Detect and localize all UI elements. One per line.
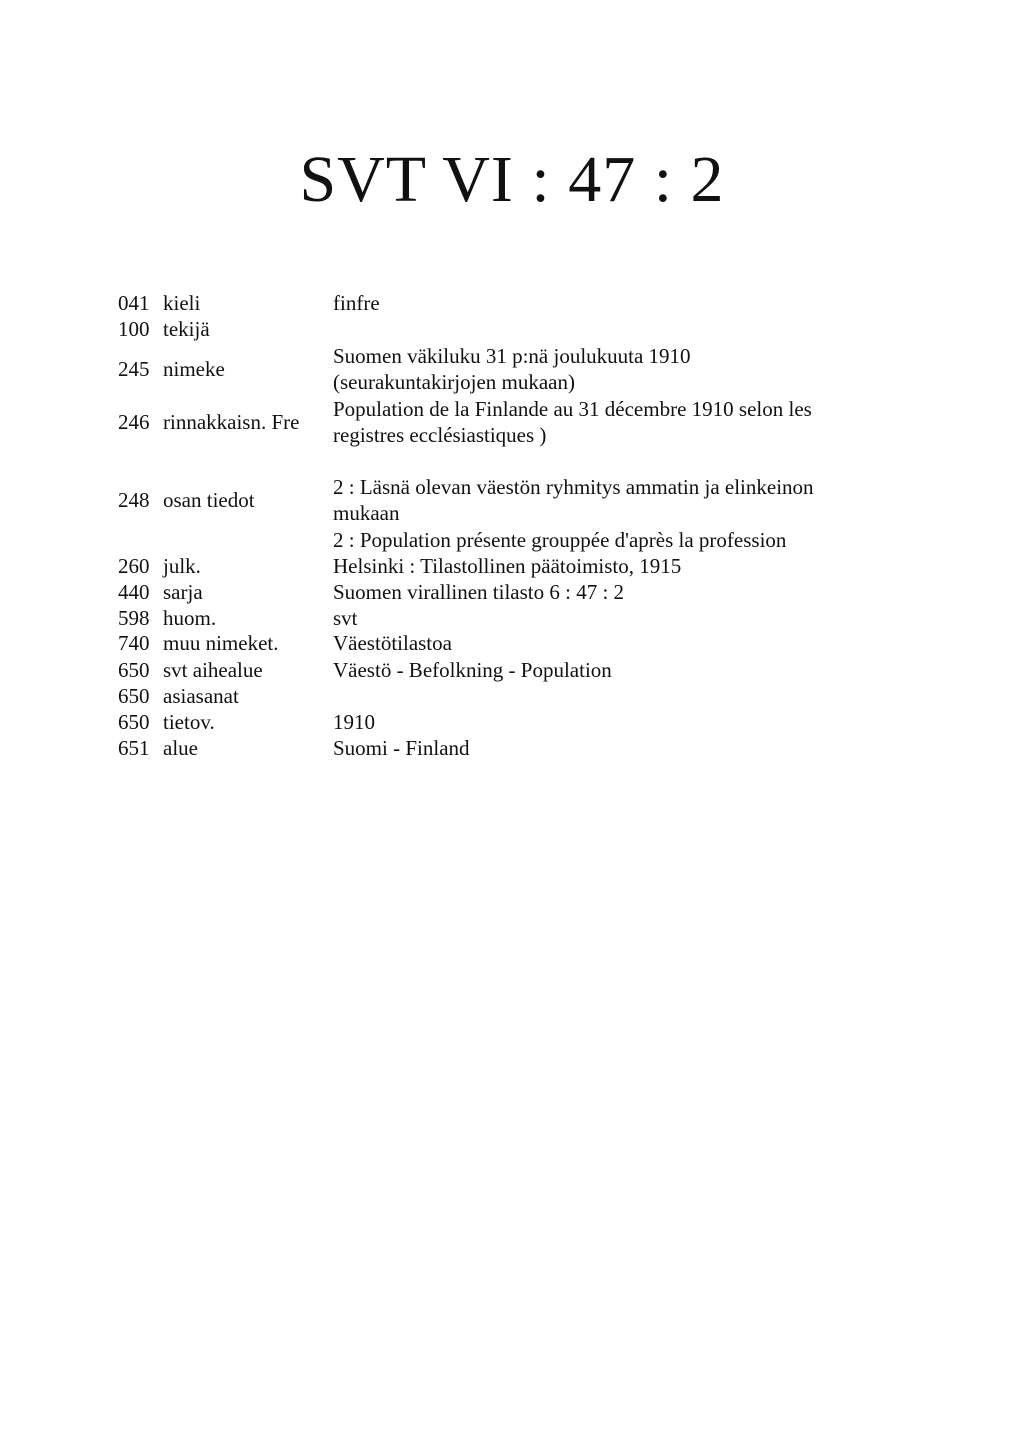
field-label: huom. bbox=[163, 606, 217, 630]
page-title: SVT VI : 47 : 2 bbox=[299, 143, 725, 216]
field-code: 246 bbox=[118, 410, 150, 434]
field-value bbox=[333, 474, 814, 526]
field-value bbox=[333, 605, 358, 631]
field-label: osan tiedot bbox=[163, 488, 255, 512]
field-value-line: registres ecclésiastiques ) bbox=[333, 423, 547, 447]
field-label: svt aihealue bbox=[163, 658, 263, 682]
field-value-line: Väestö - Befolkning - Population bbox=[333, 658, 612, 682]
field-code: 598 bbox=[118, 606, 150, 630]
field-value-line: (seurakuntakirjojen mukaan) bbox=[333, 370, 575, 394]
field-value bbox=[333, 630, 452, 656]
field-value bbox=[333, 735, 470, 761]
field-value-line: Population de la Finlande au 31 décembre 1910 selon les bbox=[333, 397, 812, 421]
field-label: rinnakkaisn. Fre bbox=[163, 410, 300, 434]
field-label: tietov. bbox=[163, 710, 215, 734]
field-value-line: 1910 bbox=[333, 710, 375, 734]
field-code: 650 bbox=[118, 684, 150, 708]
field-code: 260 bbox=[118, 554, 150, 578]
field-value bbox=[333, 527, 786, 553]
field-value-line: Suomen virallinen tilasto 6 : 47 : 2 bbox=[333, 580, 625, 604]
field-code: 740 bbox=[118, 631, 150, 655]
field-code: 248 bbox=[118, 488, 150, 512]
field-value-line: Suomen väkiluku 31 p:nä joulukuuta 1910 bbox=[333, 344, 691, 368]
field-label: nimeke bbox=[163, 357, 225, 381]
field-code: 650 bbox=[118, 658, 150, 682]
field-value-line: mukaan bbox=[333, 501, 400, 525]
field-code: 245 bbox=[118, 357, 150, 381]
field-label: alue bbox=[163, 736, 198, 760]
field-value bbox=[333, 290, 380, 316]
field-label: kieli bbox=[163, 291, 201, 315]
field-value bbox=[333, 579, 624, 605]
field-label: muu nimeket. bbox=[163, 631, 279, 655]
field-value bbox=[333, 709, 375, 735]
field-value-line: 2 : Population présente grouppée d'après la profession bbox=[333, 528, 787, 552]
field-value bbox=[333, 396, 812, 448]
field-value-line: finfre bbox=[333, 291, 380, 315]
field-code: 650 bbox=[118, 710, 150, 734]
field-code: 440 bbox=[118, 580, 150, 604]
field-value bbox=[333, 553, 681, 579]
field-value bbox=[333, 343, 691, 395]
field-value-line: Helsinki : Tilastollinen päätoimisto, 1915 bbox=[333, 554, 682, 578]
field-label: asiasanat bbox=[163, 684, 239, 708]
field-value-line: svt bbox=[333, 606, 358, 630]
field-value bbox=[333, 657, 612, 683]
field-label: tekijä bbox=[163, 317, 210, 341]
field-code: 041 bbox=[118, 291, 150, 315]
field-code: 651 bbox=[118, 736, 150, 760]
field-value-line: Väestötilastoa bbox=[333, 631, 452, 655]
field-code: 100 bbox=[118, 317, 150, 341]
field-value-line: Suomi - Finland bbox=[333, 736, 470, 760]
field-value-line: 2 : Läsnä olevan väestön ryhmitys ammatin ja elinkeinon bbox=[333, 475, 814, 499]
field-label: sarja bbox=[163, 580, 203, 604]
field-label: julk. bbox=[163, 554, 201, 578]
